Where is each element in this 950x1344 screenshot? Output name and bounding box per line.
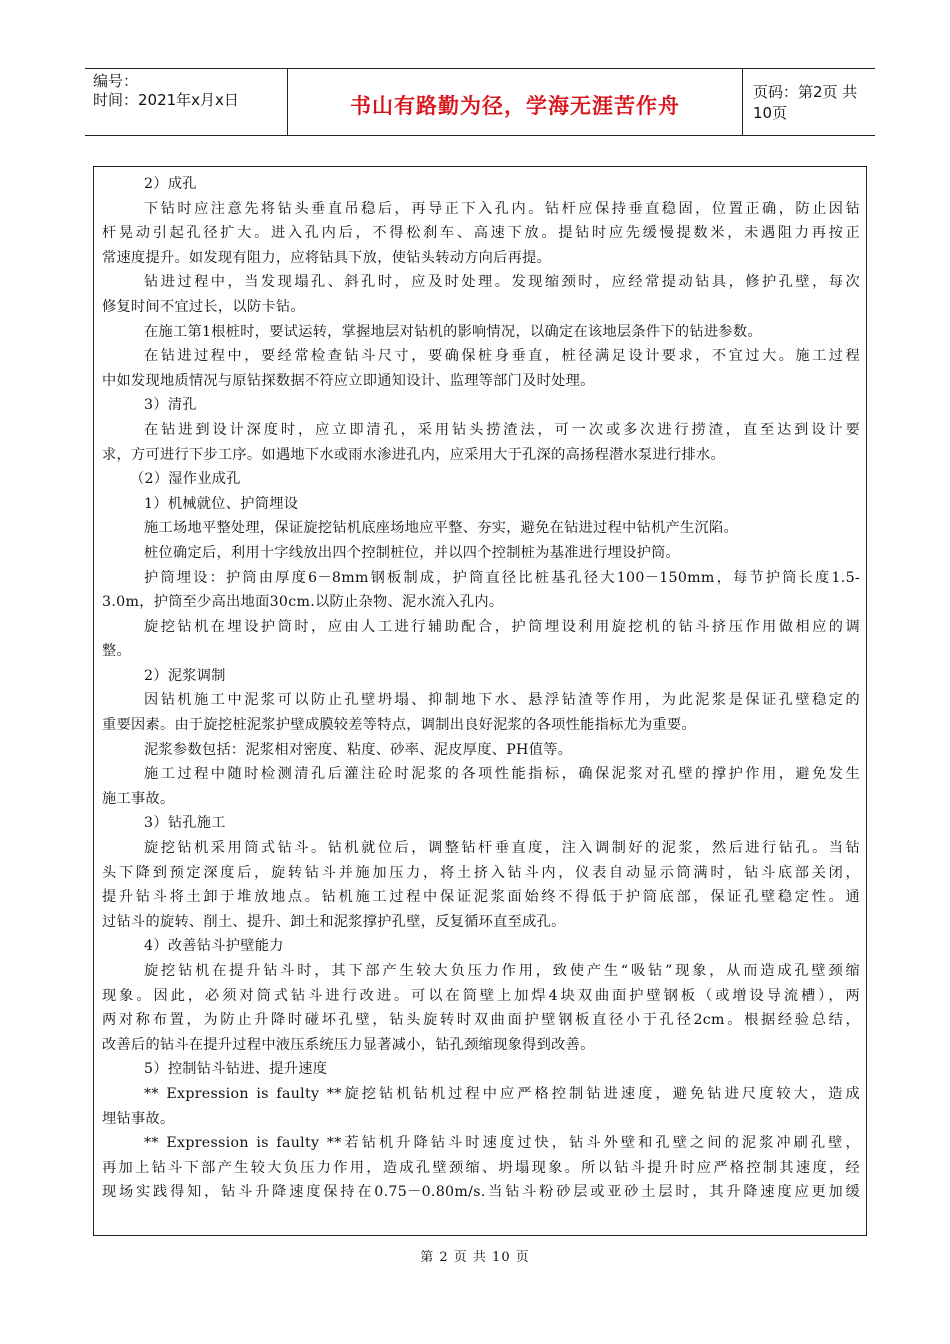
- section-heading: 3）钻孔施工: [144, 815, 226, 832]
- paragraph-line: 过钻斗的旋转、削土、提升、卸土和泥浆撑护孔壁，反复循环直至成孔。: [102, 913, 566, 930]
- paragraph-line: 因钻机施工中泥浆可以防止孔壁坍塌、抑制地下水、悬浮钻渣等作用，为此泥浆是保证孔壁稳定的: [144, 692, 860, 709]
- paragraph-line: 改善后的钻斗在提升过程中液压系统压力显著减小，钻孔颈缩现象得到改善。: [102, 1036, 595, 1053]
- paragraph-line: 旋挖钻机在埋设护筒时，应由人工进行辅助配合，护筒埋设利用旋挖机的钻斗挤压作用做相应的调: [144, 618, 860, 635]
- section-heading: 3）清孔: [144, 397, 197, 414]
- paragraph-line: 施工场地平整处理，保证旋挖钻机底座场地应平整、夯实，避免在钻进过程中钻机产生沉陷。: [144, 520, 738, 537]
- paragraph-line: 桩位确定后，利用十字线放出四个控制桩位，并以四个控制桩为基准进行埋设护筒。: [144, 544, 681, 561]
- header-motto: 书山有路勤为径，学海无涯苦作舟: [350, 94, 680, 118]
- paragraph-line: 两对称布置，为防止升降时碰坏孔壁，钻头旋转时双曲面护壁钢板直径小于孔径2cm。根据经验总结，: [102, 1012, 860, 1029]
- paragraph-line: ** Expression is faulty **旋挖钻机钻机过程中应严格控制钻进速度，避免钻进尺度较大，造成: [144, 1085, 860, 1102]
- paragraph-line: 中如发现地质情况与原钻探数据不符应立即通知设计、监理等部门及时处理。: [102, 372, 595, 389]
- paragraph-line: 施工过程中随时检测清孔后灌注砼时泥浆的各项性能指标，确保泥浆对孔壁的撑护作用，避免发生: [144, 766, 860, 783]
- paragraph-line: 再加上钻斗下部产生较大负压力作用，造成孔壁颈缩、坍塌现象。所以钻斗提升时应严格控制其速度，经: [102, 1159, 860, 1176]
- header-meta: [85, 69, 287, 135]
- paragraph-line: 整。: [102, 643, 131, 660]
- paragraph-line: 护筒埋设：护筒由厚度6－8mm钢板制成，护筒直径比桩基孔径大100－150mm，每节护筒长度1.5-: [144, 569, 860, 586]
- paragraph-line: 现象。因此，必须对筒式钻斗进行改进。可以在筒壁上加焊4块双曲面护壁钢板（或增设导流槽），两: [102, 987, 860, 1004]
- body-content-box: [93, 166, 867, 1236]
- paragraph-line: 重要因素。由于旋挖桩泥浆护壁成膜较差等特点，调制出良好泥浆的各项性能指标尤为重要。: [102, 717, 696, 734]
- section-heading: 2）成孔: [144, 176, 197, 192]
- document-number-label: 编号：: [93, 72, 139, 90]
- paragraph-line: 杆晃动引起孔径扩大。进入孔内后，不得松刹车、高速下放。提钻时应先缓慢提数米，未遇阻力再按正: [102, 225, 860, 242]
- section-heading: 1）机械就位、护筒埋设: [144, 495, 299, 512]
- paragraph-line: 在施工第1根桩时，要试运转，掌握地层对钻机的影响情况，以确定在该地层条件下的钻进参数。: [144, 323, 762, 340]
- paragraph-line: 提升钻斗将土卸于堆放地点。钻机施工过程中保证泥浆面始终不得低于护筒底部，保证孔壁稳定性。通: [102, 889, 860, 906]
- paragraph-line: 施工事故。: [102, 790, 175, 807]
- section-heading: 4）改善钻斗护壁能力: [144, 938, 284, 955]
- paragraph-line: 在钻进过程中，要经常检查钻斗尺寸，要确保桩身垂直，桩径满足设计要求，不宜过大。施工过程: [144, 348, 860, 365]
- paragraph-line: 修复时间不宜过长，以防卡钻。: [102, 298, 305, 315]
- section-heading: （2）湿作业成孔: [130, 471, 241, 488]
- paragraph-line: 旋挖钻机在提升钻斗时，其下部产生较大负压力作用，致使产生“吸钻”现象，从而造成孔壁颈缩: [144, 963, 860, 979]
- paragraph-line: ** Expression is faulty **若钻机升降钻斗时速度过快，钻斗外壁和孔壁之间的泥浆冲刷孔壁，: [144, 1135, 860, 1152]
- header-page-cell: [743, 69, 875, 135]
- paragraph-line: 埋钻事故。: [102, 1110, 175, 1127]
- header-motto-cell: [287, 69, 743, 135]
- paragraph-line: 下钻时应注意先将钻头垂直吊稳后，再导正下入孔内。钻杆应保持垂直稳固，位置正确，防止因钻: [144, 200, 860, 217]
- page-footer: 第 2 页 共 10 页: [420, 1250, 530, 1265]
- paragraph-line: 头下降到预定深度后，旋转钻斗并施加压力，将土挤入钻斗内，仪表自动显示筒满时，钻斗底部关闭，: [102, 864, 860, 881]
- section-heading: 5）控制钻斗钻进、提升速度: [144, 1061, 328, 1078]
- header-page-label: 页码：第2页 共10页: [753, 83, 858, 122]
- paragraph-line: 旋挖钻机采用筒式钻斗。钻机就位后，调整钻杆垂直度，注入调制好的泥浆，然后进行钻孔。当钻: [144, 840, 860, 857]
- section-heading: 2）泥浆调制: [144, 667, 226, 684]
- paragraph-line: 3.0m，护筒至少高出地面30cm.以防止杂物、泥水流入孔内。: [102, 594, 504, 611]
- paragraph-line: 泥浆参数包括：泥浆相对密度、粘度、砂率、泥皮厚度、PH值等。: [144, 741, 573, 758]
- document-date-label: 时间：2021年x月x日: [93, 91, 239, 109]
- paragraph-line: 求，方可进行下步工序。如遇地下水或雨水渗进孔内，应采用大于孔深的高扬程潜水泵进行排水。: [102, 446, 725, 463]
- paragraph-line: 钻进过程中，当发现塌孔、斜孔时，应及时处理。发现缩颈时，应经常提动钻具，修护孔壁，每次: [144, 274, 860, 291]
- paragraph-line: 在钻进到设计深度时，应立即清孔，采用钻头捞渣法，可一次或多次进行捞渣，直至达到设计要: [144, 421, 860, 438]
- page-header: [85, 68, 875, 136]
- paragraph-line: 现场实践得知，钻斗升降速度保持在0.75－0.80m/s.当钻斗粉砂层或亚砂土层时，其升降速度应更加缓: [102, 1184, 860, 1201]
- paragraph-line: 常速度提升。如发现有阻力，应将钻具下放，使钻头转动方向后再提。: [102, 249, 552, 266]
